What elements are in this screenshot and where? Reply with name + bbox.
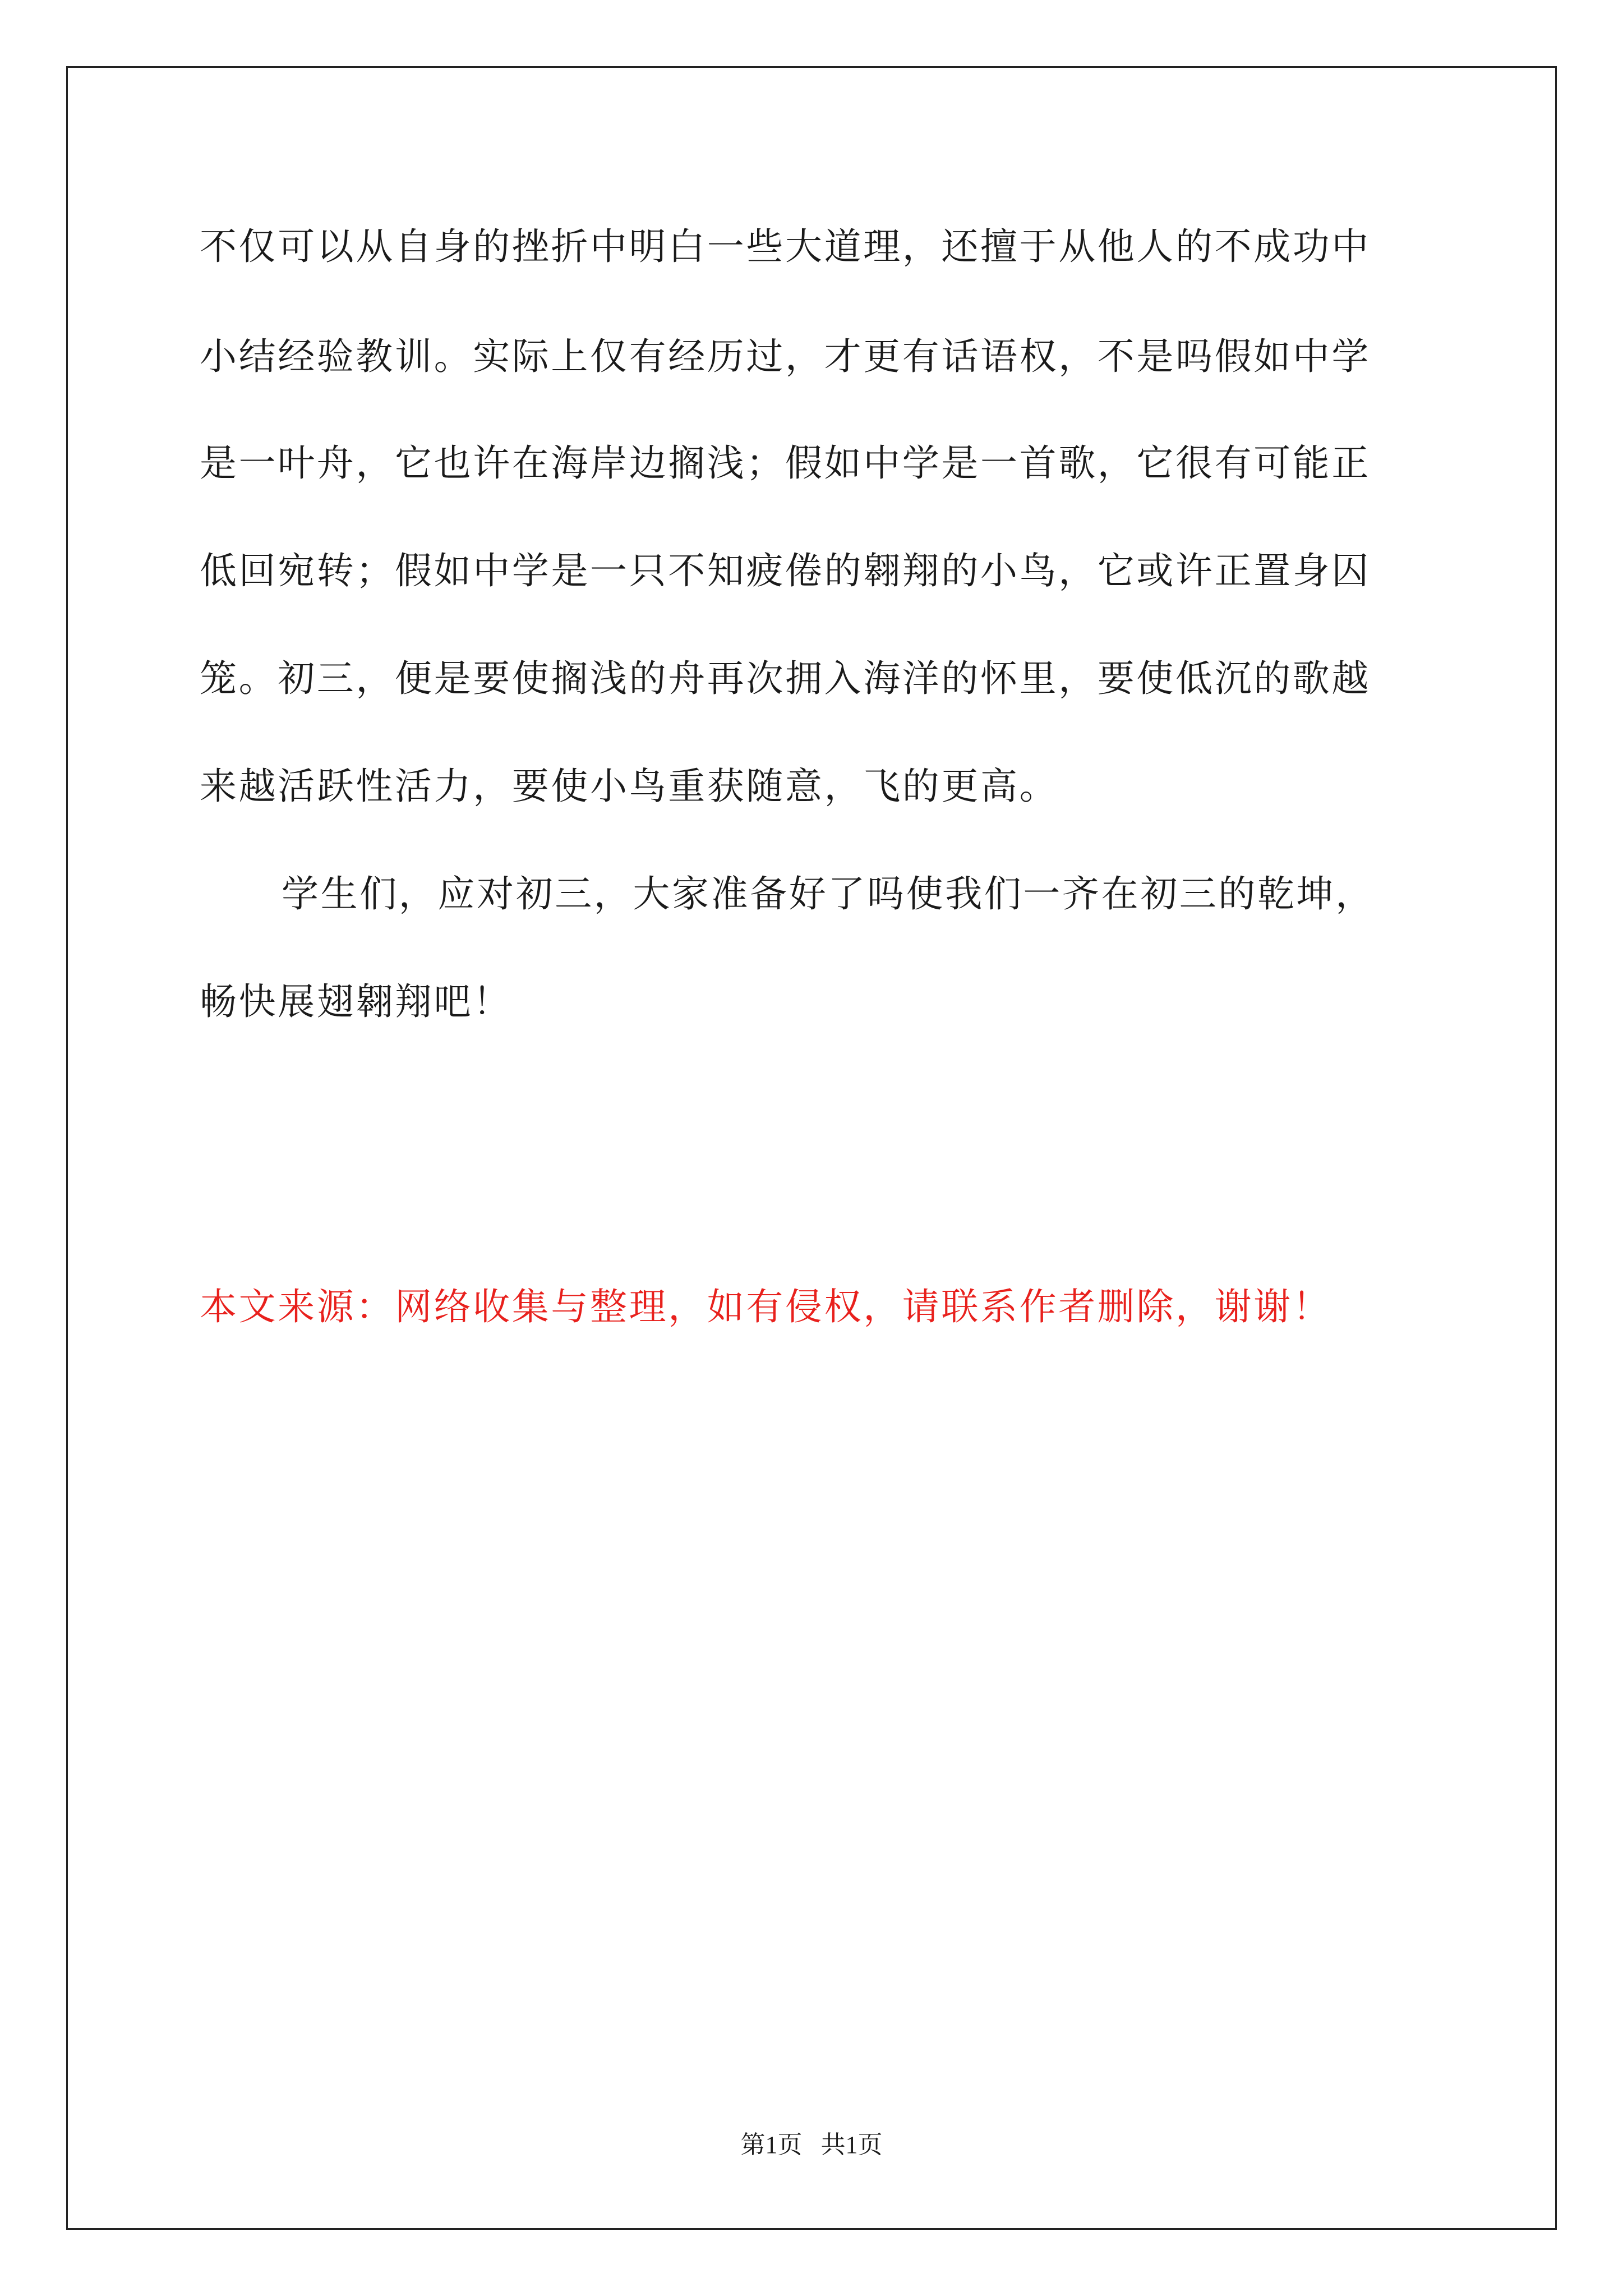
paragraph-line: 畅快展翅翱翔吧！ bbox=[200, 980, 512, 1023]
paragraph-line: 不仅可以从自身的挫折中明白一些大道理，还擅于从他人的不成功中 bbox=[200, 225, 1371, 268]
paragraph-line: 笼。初三，便是要使搁浅的舟再次拥入海洋的怀里，要使低沉的歌越 bbox=[200, 657, 1371, 700]
page-border bbox=[66, 66, 1557, 2230]
paragraph-line: 是一叶舟，它也许在海岸边搁浅；假如中学是一首歌，它很有可能正 bbox=[200, 441, 1371, 485]
page-total: 共1页 bbox=[820, 2131, 883, 2159]
footer-spacer bbox=[803, 2131, 821, 2159]
paragraph-line: 小结经验教训。实际上仅有经历过，才更有话语权，不是吗假如中学 bbox=[200, 335, 1371, 378]
page-footer bbox=[0, 2129, 1623, 2161]
page-number: 第1页 bbox=[740, 2131, 803, 2159]
paragraph-line: 学生们，应对初三，大家准备好了吗使我们一齐在初三的乾坤， bbox=[282, 872, 1375, 915]
paragraph-line: 低回宛转；假如中学是一只不知疲倦的翱翔的小鸟，它或许正置身囚 bbox=[200, 549, 1371, 592]
source-note: 本文来源：网络收集与整理，如有侵权，请联系作者删除，谢谢！ bbox=[200, 1285, 1332, 1328]
paragraph-line: 来越活跃性活力，要使小鸟重获随意，飞的更高。 bbox=[200, 765, 1059, 808]
